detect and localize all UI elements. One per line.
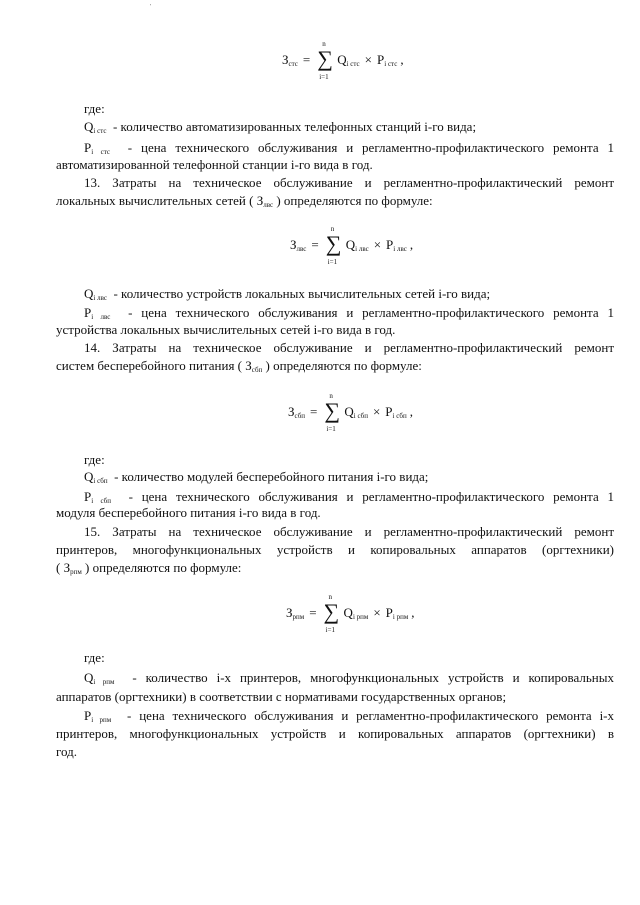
definition-p-rpm-end: год. (56, 744, 77, 759)
item-15-line2: принтеров, многофункциональных устройств и копировальных аппаратов (оргтехники) (56, 542, 614, 557)
formula-lhs: $З_{лвс}$ (290, 237, 307, 253)
definition-p-sbp-cont: модуля бесперебойного питания i-го вида в год. (56, 505, 321, 520)
formula-lvs: $З_{лвс}$ = n ∑ i=1 $Q_{i лвс}$ × $P_{i лвс}$ , (290, 225, 414, 266)
definition-p-lvs-cont: устройства локальных вычислительных сетей i-го вида в год. (56, 322, 396, 337)
definition-q-lvs: $Q_{i лвс}$ - количество устройств локальных вычислительных сетей i-го вида; (84, 286, 491, 302)
definition-q-rpm-cont: аппаратов (оргтехники) в соответствии с нормативами государственных органов; (56, 689, 507, 704)
definition-p-rpm: $P_{i рпм}$ - цена технического обслуживания и регламентно-профилактического ремонта i-х (84, 708, 615, 724)
formula-sbp: $З_{сбп}$ = n ∑ i=1 $Q_{i сбп}$ × $P_{i сбп}$ , (288, 392, 413, 433)
item-13-line2: локальных вычислительных сетей ( $З_{лвс}$ ) определяются по формуле: (56, 193, 433, 209)
definition-p-stc-cont: автоматизированной телефонной станции i-го вида в год. (56, 157, 373, 172)
definition-q-stc: $Q_{i стс}$ - количество автоматизированных телефонных станций i-го вида; (84, 119, 477, 135)
sum-symbol: n ∑ i=1 (323, 593, 340, 634)
item-14-line1: 14. Затраты на техническое обслуживание и регламентно-профилактический ремонт (84, 340, 614, 355)
item-14-line2: систем бесперебойного питания ( $З_{сбп}$ ) определяются по формуле: (56, 358, 422, 374)
formula-p: $P_{i рпм}$ (385, 605, 409, 621)
definition-p-stc: $P_{i стс}$ - цена технического обслуживания и регламентно-профилактического ремонта 1 (84, 140, 614, 156)
formula-stc: $З_{стс}$ = n ∑ i=1 $Q_{i стс}$ × $P_{i стс}$ , (282, 40, 404, 81)
sum-symbol: n ∑ i=1 (325, 225, 342, 266)
formula-q: $Q_{i сбп}$ (344, 404, 368, 420)
definition-p-rpm-cont: принтеров, многофункциональных устройств и копировальных аппаратов (оргтехники) в (56, 726, 614, 741)
sum-symbol: n ∑ i=1 (317, 40, 333, 81)
definition-p-lvs: $P_{i лвс}$ - цена технического обслуживания и регламентно-профилактического ремонта 1 (84, 305, 615, 321)
item-15-line3: ( $З_{рпм}$ ) определяются по формуле: (56, 560, 242, 576)
item-13-line1: 13. Затраты на техническое обслуживание и регламентно-профилактический ремонт (84, 175, 614, 190)
formula-p: $P_{i сбп}$ (385, 404, 407, 420)
formula-lhs: $З_{сбп}$ (288, 404, 306, 420)
definition-p-sbp: $P_{i сбп}$ - цена технического обслуживания и регламентно-профилактического ремонта 1 (84, 489, 615, 505)
where-label: где: (84, 101, 105, 116)
formula-lhs: $З_{рпм}$ (286, 605, 305, 621)
formula-rpm: $З_{рпм}$ = n ∑ i=1 $Q_{i рпм}$ × $P_{i рпм}$ , (286, 593, 415, 634)
definition-q-rpm: $Q_{i рпм}$ - количество i-х принтеров, многофункциональных устройств и копировальных (84, 670, 614, 686)
formula-q: $Q_{i стс}$ (337, 52, 360, 68)
formula-q: $Q_{i лвс}$ (345, 237, 369, 253)
formula-p: $P_{i стс}$ (377, 52, 398, 68)
definition-q-sbp: $Q_{i сбп}$ - количество модулей бесперебойного питания i-го вида; (84, 469, 429, 485)
sum-symbol: n ∑ i=1 (324, 392, 341, 433)
formula-q: $Q_{i рпм}$ (343, 605, 369, 621)
formula-lhs: $З_{стс}$ (282, 52, 298, 68)
scan-mark: ' (150, 4, 152, 10)
formula-p: $P_{i лвс}$ (386, 237, 407, 253)
where-label-2: где: (84, 452, 105, 467)
item-15-line1: 15. Затраты на техническое обслуживание и регламентно-профилактический ремонт (84, 524, 614, 539)
where-label-3: где: (84, 650, 105, 665)
